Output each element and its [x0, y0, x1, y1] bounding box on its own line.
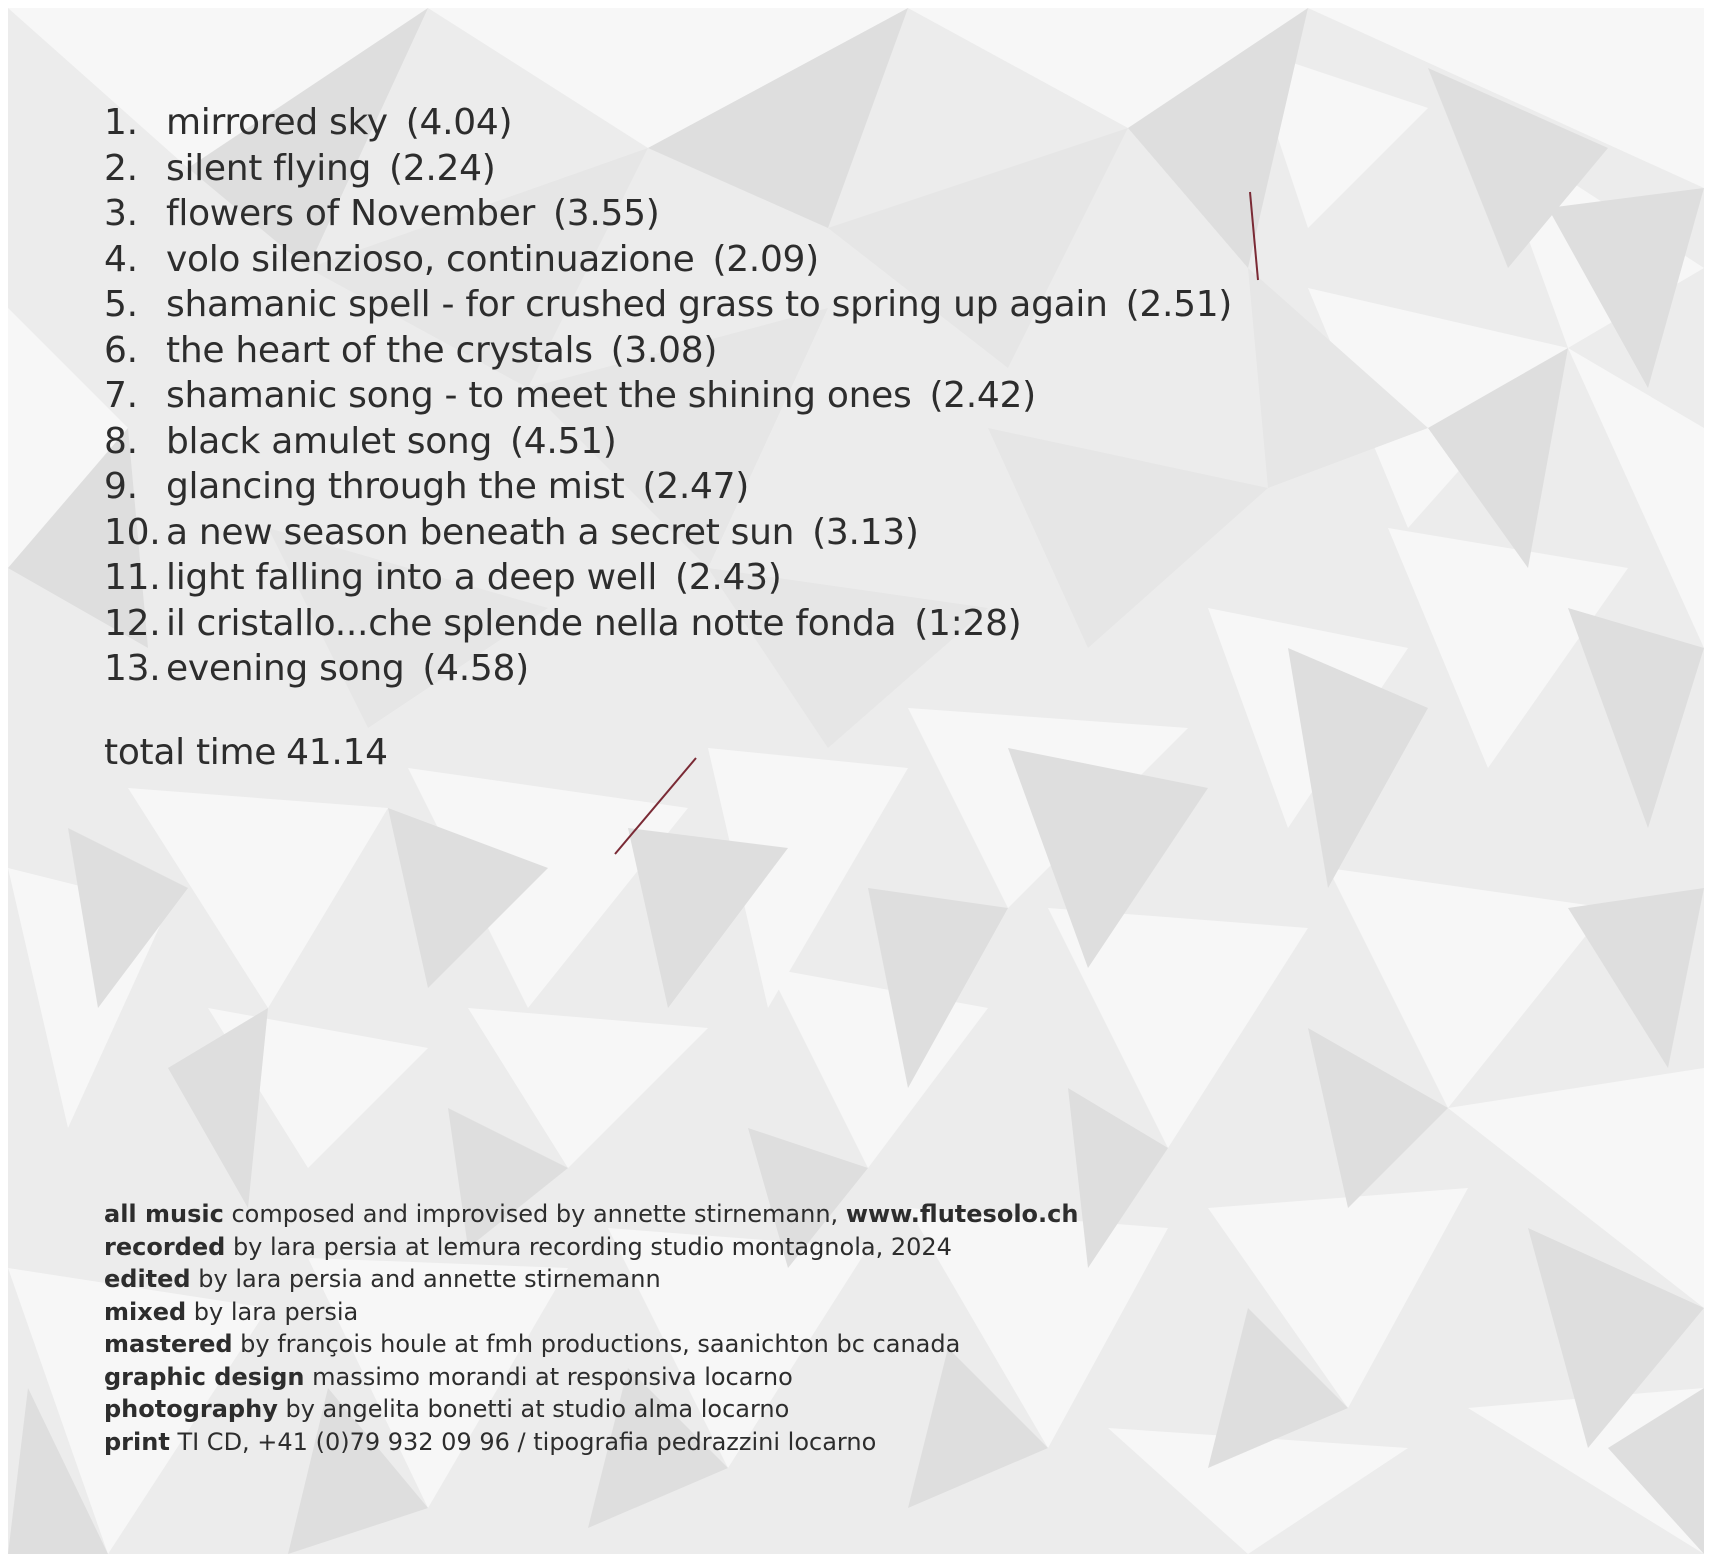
- track-title: a new season beneath a secret sun: [166, 511, 795, 553]
- track-duration: (2.51): [1125, 284, 1233, 325]
- track-title: flowers of November: [166, 193, 536, 234]
- track-title: light falling into a deep well: [166, 557, 658, 598]
- credit-text: by angelita bonetti at studio alma locarno: [277, 1395, 790, 1423]
- track-duration: (4.51): [510, 420, 617, 462]
- track-item-12: [104, 601, 1232, 647]
- track-number: 5.: [104, 284, 138, 325]
- track-number: 8.: [104, 420, 138, 462]
- track-number: 10.: [104, 511, 161, 553]
- track-number: 7.: [104, 375, 138, 416]
- track-item-11: [104, 555, 1232, 601]
- track-item-9: [104, 464, 1232, 510]
- track-duration: (1:28): [914, 602, 1022, 644]
- track-number: 9.: [104, 466, 138, 507]
- cd-back-cover: [8, 8, 1704, 1554]
- track-number: 12.: [104, 602, 161, 644]
- track-title: volo silenzioso, continuazione: [166, 238, 695, 280]
- credit-role: mastered: [104, 1330, 233, 1358]
- track-duration: (2.24): [389, 147, 496, 189]
- track-title: the heart of the crystals: [166, 329, 593, 371]
- track-item-10: [104, 510, 1232, 556]
- track-item-5: [104, 282, 1232, 328]
- track-number: 13.: [104, 648, 161, 689]
- credit-music: [104, 1198, 1078, 1231]
- total-time: [104, 732, 388, 773]
- credit-text: by lara persia at lemura recording studio montagnola, 2024: [225, 1232, 952, 1261]
- credit-mastered: [104, 1328, 1078, 1361]
- track-title: black amulet song: [166, 420, 493, 462]
- track-item-13: [104, 646, 1232, 692]
- credit-graphic-design: [104, 1361, 1078, 1394]
- credit-role: recorded: [104, 1232, 226, 1261]
- credit-text: by lara persia and annette stirnemann: [190, 1265, 661, 1293]
- track-duration: (2.43): [675, 557, 782, 598]
- track-number: 11.: [104, 557, 161, 598]
- track-duration: (4.04): [405, 102, 513, 143]
- track-item-2: [104, 146, 1232, 192]
- credit-photography: [104, 1393, 1078, 1426]
- total-time-label: total time: [104, 732, 277, 773]
- track-item-3: [104, 191, 1232, 237]
- track-title: evening song: [166, 648, 405, 689]
- credit-text: TI CD, +41 (0)79 932 09 96 / tipografia pedrazzini locarno: [169, 1427, 877, 1456]
- track-number: 1.: [104, 102, 138, 143]
- track-title: il cristallo...che splende nella notte fonda: [166, 602, 897, 644]
- track-item-1: [104, 100, 1232, 146]
- credit-role: photography: [104, 1395, 278, 1423]
- track-duration: (2.09): [712, 238, 819, 280]
- credit-text: massimo morandi at responsiva locarno: [304, 1362, 793, 1391]
- credit-edited: [104, 1263, 1078, 1296]
- track-item-6: [104, 328, 1232, 374]
- credit-role: graphic design: [104, 1362, 305, 1391]
- track-title: shamanic spell - for crushed grass to spring up again: [166, 284, 1108, 325]
- track-item-4: [104, 237, 1232, 283]
- credit-role: all music: [104, 1200, 224, 1228]
- track-title: silent flying: [166, 147, 372, 189]
- track-duration: (3.55): [553, 193, 660, 234]
- track-duration: (2.42): [929, 375, 1036, 416]
- website-link[interactable]: www.flutesolo.ch: [845, 1200, 1079, 1228]
- track-duration: (4.58): [422, 648, 529, 689]
- credit-recorded: [104, 1231, 1078, 1264]
- track-number: 4.: [104, 238, 138, 280]
- credits-block: [104, 1198, 1078, 1458]
- credit-text: by françois houle at fmh productions, saanichton bc canada: [232, 1330, 961, 1358]
- credit-text: by lara persia: [186, 1297, 359, 1326]
- credit-role: mixed: [104, 1297, 187, 1326]
- track-duration: (3.13): [812, 511, 919, 553]
- credit-role: print: [104, 1427, 170, 1456]
- credit-mixed: [104, 1296, 1078, 1329]
- credit-role: edited: [104, 1265, 191, 1293]
- track-number: 3.: [104, 193, 138, 234]
- track-title: glancing through the mist: [166, 466, 625, 507]
- total-time-value: 41.14: [286, 732, 388, 773]
- track-title: shamanic song - to meet the shining ones: [166, 375, 912, 416]
- track-number: 2.: [104, 147, 138, 189]
- track-item-8: [104, 419, 1232, 465]
- track-duration: (3.08): [610, 329, 718, 371]
- track-duration: (2.47): [642, 466, 749, 507]
- credit-text: composed and improvised by annette stirnemann,: [223, 1200, 846, 1228]
- track-title: mirrored sky: [166, 102, 388, 143]
- track-list: [104, 100, 1232, 692]
- track-item-7: [104, 373, 1232, 419]
- credit-print: [104, 1426, 1078, 1459]
- track-number: 6.: [104, 329, 138, 371]
